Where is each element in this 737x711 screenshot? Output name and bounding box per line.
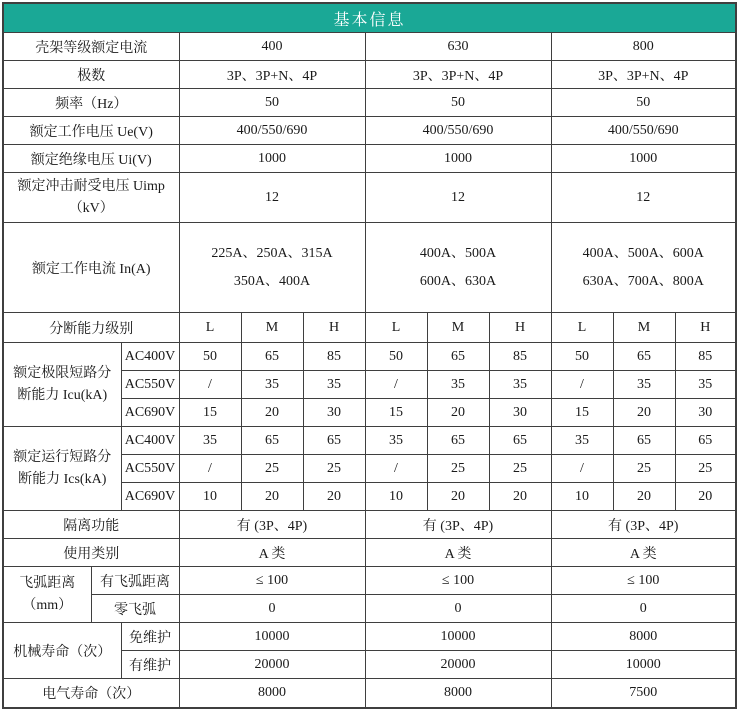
icu-ac400v-v5: 85	[489, 343, 551, 371]
elec-col1: 8000	[179, 679, 365, 708]
mech-free-col2: 10000	[365, 623, 551, 651]
level-c3-M: M	[613, 313, 675, 343]
basic-info-table	[2, 2, 737, 709]
ics-ac690v-v8: 20	[675, 483, 736, 511]
icu-sub-ac550v: AC550V	[121, 371, 179, 399]
icu-ac690v-v3: 15	[365, 399, 427, 427]
isolation-col2: 有 (3P、4P)	[365, 511, 551, 539]
poles-col3: 3P、3P+N、4P	[551, 61, 736, 89]
mech-sub-maintenance-free: 免维护	[121, 623, 179, 651]
row-label-mech-life: 机械寿命（次）	[3, 623, 121, 679]
in-current-col2-line2: 600A、630A	[419, 273, 497, 289]
icu-ac550v-v5: 35	[489, 371, 551, 399]
frequency-col3: 50	[551, 89, 736, 117]
arc-zero-col3: 0	[551, 595, 736, 623]
ics-ac690v-v5: 20	[489, 483, 551, 511]
icu-ac690v-v4: 20	[427, 399, 489, 427]
mech-sub-with-maintenance: 有维护	[121, 651, 179, 679]
icu-ac400v-v3: 50	[365, 343, 427, 371]
row-label-ics-line1: 额定运行短路分	[13, 449, 112, 465]
row-label-category: 使用类别	[3, 539, 179, 567]
poles-col2: 3P、3P+N、4P	[365, 61, 551, 89]
icu-ac400v-v8: 85	[675, 343, 736, 371]
level-c1-M: M	[241, 313, 303, 343]
row-label-ue: 额定工作电压 Ue(V)	[3, 117, 179, 145]
in-current-col2	[365, 223, 551, 313]
ics-ac550v-v5: 25	[489, 455, 551, 483]
frame-current-800: 800	[551, 33, 736, 61]
row-label-in-current: 额定工作电流 In(A)	[3, 223, 179, 313]
ue-col3: 400/550/690	[551, 117, 736, 145]
row-label-isolation: 隔离功能	[3, 511, 179, 539]
mech-with-col2: 20000	[365, 651, 551, 679]
icu-ac550v-v3: /	[365, 371, 427, 399]
in-current-col1-line2: 350A、400A	[233, 273, 311, 289]
row-label-ics	[3, 427, 121, 511]
ics-ac690v-v6: 10	[551, 483, 613, 511]
level-c2-L: L	[365, 313, 427, 343]
icu-ac550v-v6: /	[551, 371, 613, 399]
ics-ac550v-v7: 25	[613, 455, 675, 483]
ics-sub-ac550v: AC550V	[121, 455, 179, 483]
ics-ac550v-v6: /	[551, 455, 613, 483]
mech-with-col1: 20000	[179, 651, 365, 679]
row-label-arc-line1: 飞弧距离	[19, 575, 76, 591]
icu-ac690v-v0: 15	[179, 399, 241, 427]
ics-ac690v-v4: 20	[427, 483, 489, 511]
isolation-col3: 有 (3P、4P)	[551, 511, 736, 539]
arc-with-col3: ≤ 100	[551, 567, 736, 595]
icu-ac400v-v7: 65	[613, 343, 675, 371]
ics-ac690v-v2: 20	[303, 483, 365, 511]
icu-ac690v-v6: 15	[551, 399, 613, 427]
arc-with-col2: ≤ 100	[365, 567, 551, 595]
icu-ac690v-v1: 20	[241, 399, 303, 427]
poles-col1: 3P、3P+N、4P	[179, 61, 365, 89]
icu-ac690v-v8: 30	[675, 399, 736, 427]
ics-ac400v-v1: 65	[241, 427, 303, 455]
in-current-col3-line2: 630A、700A、800A	[582, 273, 704, 289]
ics-ac550v-v1: 25	[241, 455, 303, 483]
icu-ac400v-v6: 50	[551, 343, 613, 371]
in-current-col1-line1: 225A、250A、315A	[211, 245, 333, 261]
ics-ac550v-v3: /	[365, 455, 427, 483]
icu-ac400v-v0: 50	[179, 343, 241, 371]
row-label-poles: 极数	[3, 61, 179, 89]
elec-col2: 8000	[365, 679, 551, 708]
isolation-col1: 有 (3P、4P)	[179, 511, 365, 539]
ics-ac400v-v2: 65	[303, 427, 365, 455]
icu-sub-ac690v: AC690V	[121, 399, 179, 427]
row-label-arc-line2: （mm）	[22, 597, 73, 613]
row-label-icu-line2: 断能力 Icu(kA)	[17, 387, 108, 403]
icu-ac690v-v5: 30	[489, 399, 551, 427]
ue-col1: 400/550/690	[179, 117, 365, 145]
ics-ac550v-v4: 25	[427, 455, 489, 483]
mech-with-col3: 10000	[551, 651, 736, 679]
frame-current-400: 400	[179, 33, 365, 61]
ics-ac690v-v0: 10	[179, 483, 241, 511]
icu-ac550v-v4: 35	[427, 371, 489, 399]
arc-sub-zero-arc: 零飞弧	[91, 595, 179, 623]
row-label-uimp-line1: 额定冲击耐受电压 Uimp	[17, 178, 165, 194]
in-current-col2-line1: 400A、500A	[419, 245, 497, 261]
ics-ac400v-v7: 65	[613, 427, 675, 455]
table-title: 基本信息	[3, 3, 736, 33]
ics-ac400v-v6: 35	[551, 427, 613, 455]
arc-sub-with-arc: 有飞弧距离	[91, 567, 179, 595]
frame-current-630: 630	[365, 33, 551, 61]
category-col3: A 类	[551, 539, 736, 567]
icu-ac550v-v0: /	[179, 371, 241, 399]
row-label-uimp	[3, 173, 179, 223]
in-current-col3-line1: 400A、500A、600A	[582, 245, 704, 261]
arc-zero-col2: 0	[365, 595, 551, 623]
level-c3-H: H	[675, 313, 736, 343]
icu-ac550v-v1: 35	[241, 371, 303, 399]
ics-ac400v-v8: 65	[675, 427, 736, 455]
ics-ac690v-v7: 20	[613, 483, 675, 511]
row-label-frequency: 频率（Hz）	[3, 89, 179, 117]
level-c1-H: H	[303, 313, 365, 343]
row-label-icu	[3, 343, 121, 427]
level-c2-M: M	[427, 313, 489, 343]
uimp-col3: 12	[551, 173, 736, 223]
ics-ac400v-v0: 35	[179, 427, 241, 455]
row-label-ics-line2: 断能力 Ics(kA)	[18, 471, 107, 487]
ui-col3: 1000	[551, 145, 736, 173]
icu-ac690v-v7: 20	[613, 399, 675, 427]
category-col2: A 类	[365, 539, 551, 567]
icu-ac550v-v7: 35	[613, 371, 675, 399]
icu-ac690v-v2: 30	[303, 399, 365, 427]
uimp-col2: 12	[365, 173, 551, 223]
ics-sub-ac400v: AC400V	[121, 427, 179, 455]
mech-free-col3: 8000	[551, 623, 736, 651]
in-current-col1	[179, 223, 365, 313]
row-label-uimp-line2: （kV）	[68, 200, 114, 216]
ue-col2: 400/550/690	[365, 117, 551, 145]
ics-ac550v-v0: /	[179, 455, 241, 483]
row-label-frame-current: 壳架等级额定电流	[3, 33, 179, 61]
category-col1: A 类	[179, 539, 365, 567]
frequency-col2: 50	[365, 89, 551, 117]
ics-sub-ac690v: AC690V	[121, 483, 179, 511]
row-label-elec-life: 电气寿命（次）	[3, 679, 179, 708]
ics-ac400v-v4: 65	[427, 427, 489, 455]
in-current-col3	[551, 223, 736, 313]
ics-ac690v-v3: 10	[365, 483, 427, 511]
ics-ac400v-v5: 65	[489, 427, 551, 455]
row-label-ui: 额定绝缘电压 Ui(V)	[3, 145, 179, 173]
icu-ac400v-v2: 85	[303, 343, 365, 371]
arc-zero-col1: 0	[179, 595, 365, 623]
arc-with-col1: ≤ 100	[179, 567, 365, 595]
level-c3-L: L	[551, 313, 613, 343]
mech-free-col1: 10000	[179, 623, 365, 651]
icu-sub-ac400v: AC400V	[121, 343, 179, 371]
frequency-col1: 50	[179, 89, 365, 117]
uimp-col1: 12	[179, 173, 365, 223]
ics-ac550v-v2: 25	[303, 455, 365, 483]
row-label-icu-line1: 额定极限短路分	[13, 365, 112, 381]
icu-ac550v-v2: 35	[303, 371, 365, 399]
icu-ac550v-v8: 35	[675, 371, 736, 399]
icu-ac400v-v4: 65	[427, 343, 489, 371]
ics-ac690v-v1: 20	[241, 483, 303, 511]
ics-ac400v-v3: 35	[365, 427, 427, 455]
icu-ac400v-v1: 65	[241, 343, 303, 371]
ui-col2: 1000	[365, 145, 551, 173]
elec-col3: 7500	[551, 679, 736, 708]
level-c1-L: L	[179, 313, 241, 343]
ui-col1: 1000	[179, 145, 365, 173]
row-label-arc-distance	[3, 567, 91, 623]
ics-ac550v-v8: 25	[675, 455, 736, 483]
row-label-breaking-level: 分断能力级别	[3, 313, 179, 343]
level-c2-H: H	[489, 313, 551, 343]
